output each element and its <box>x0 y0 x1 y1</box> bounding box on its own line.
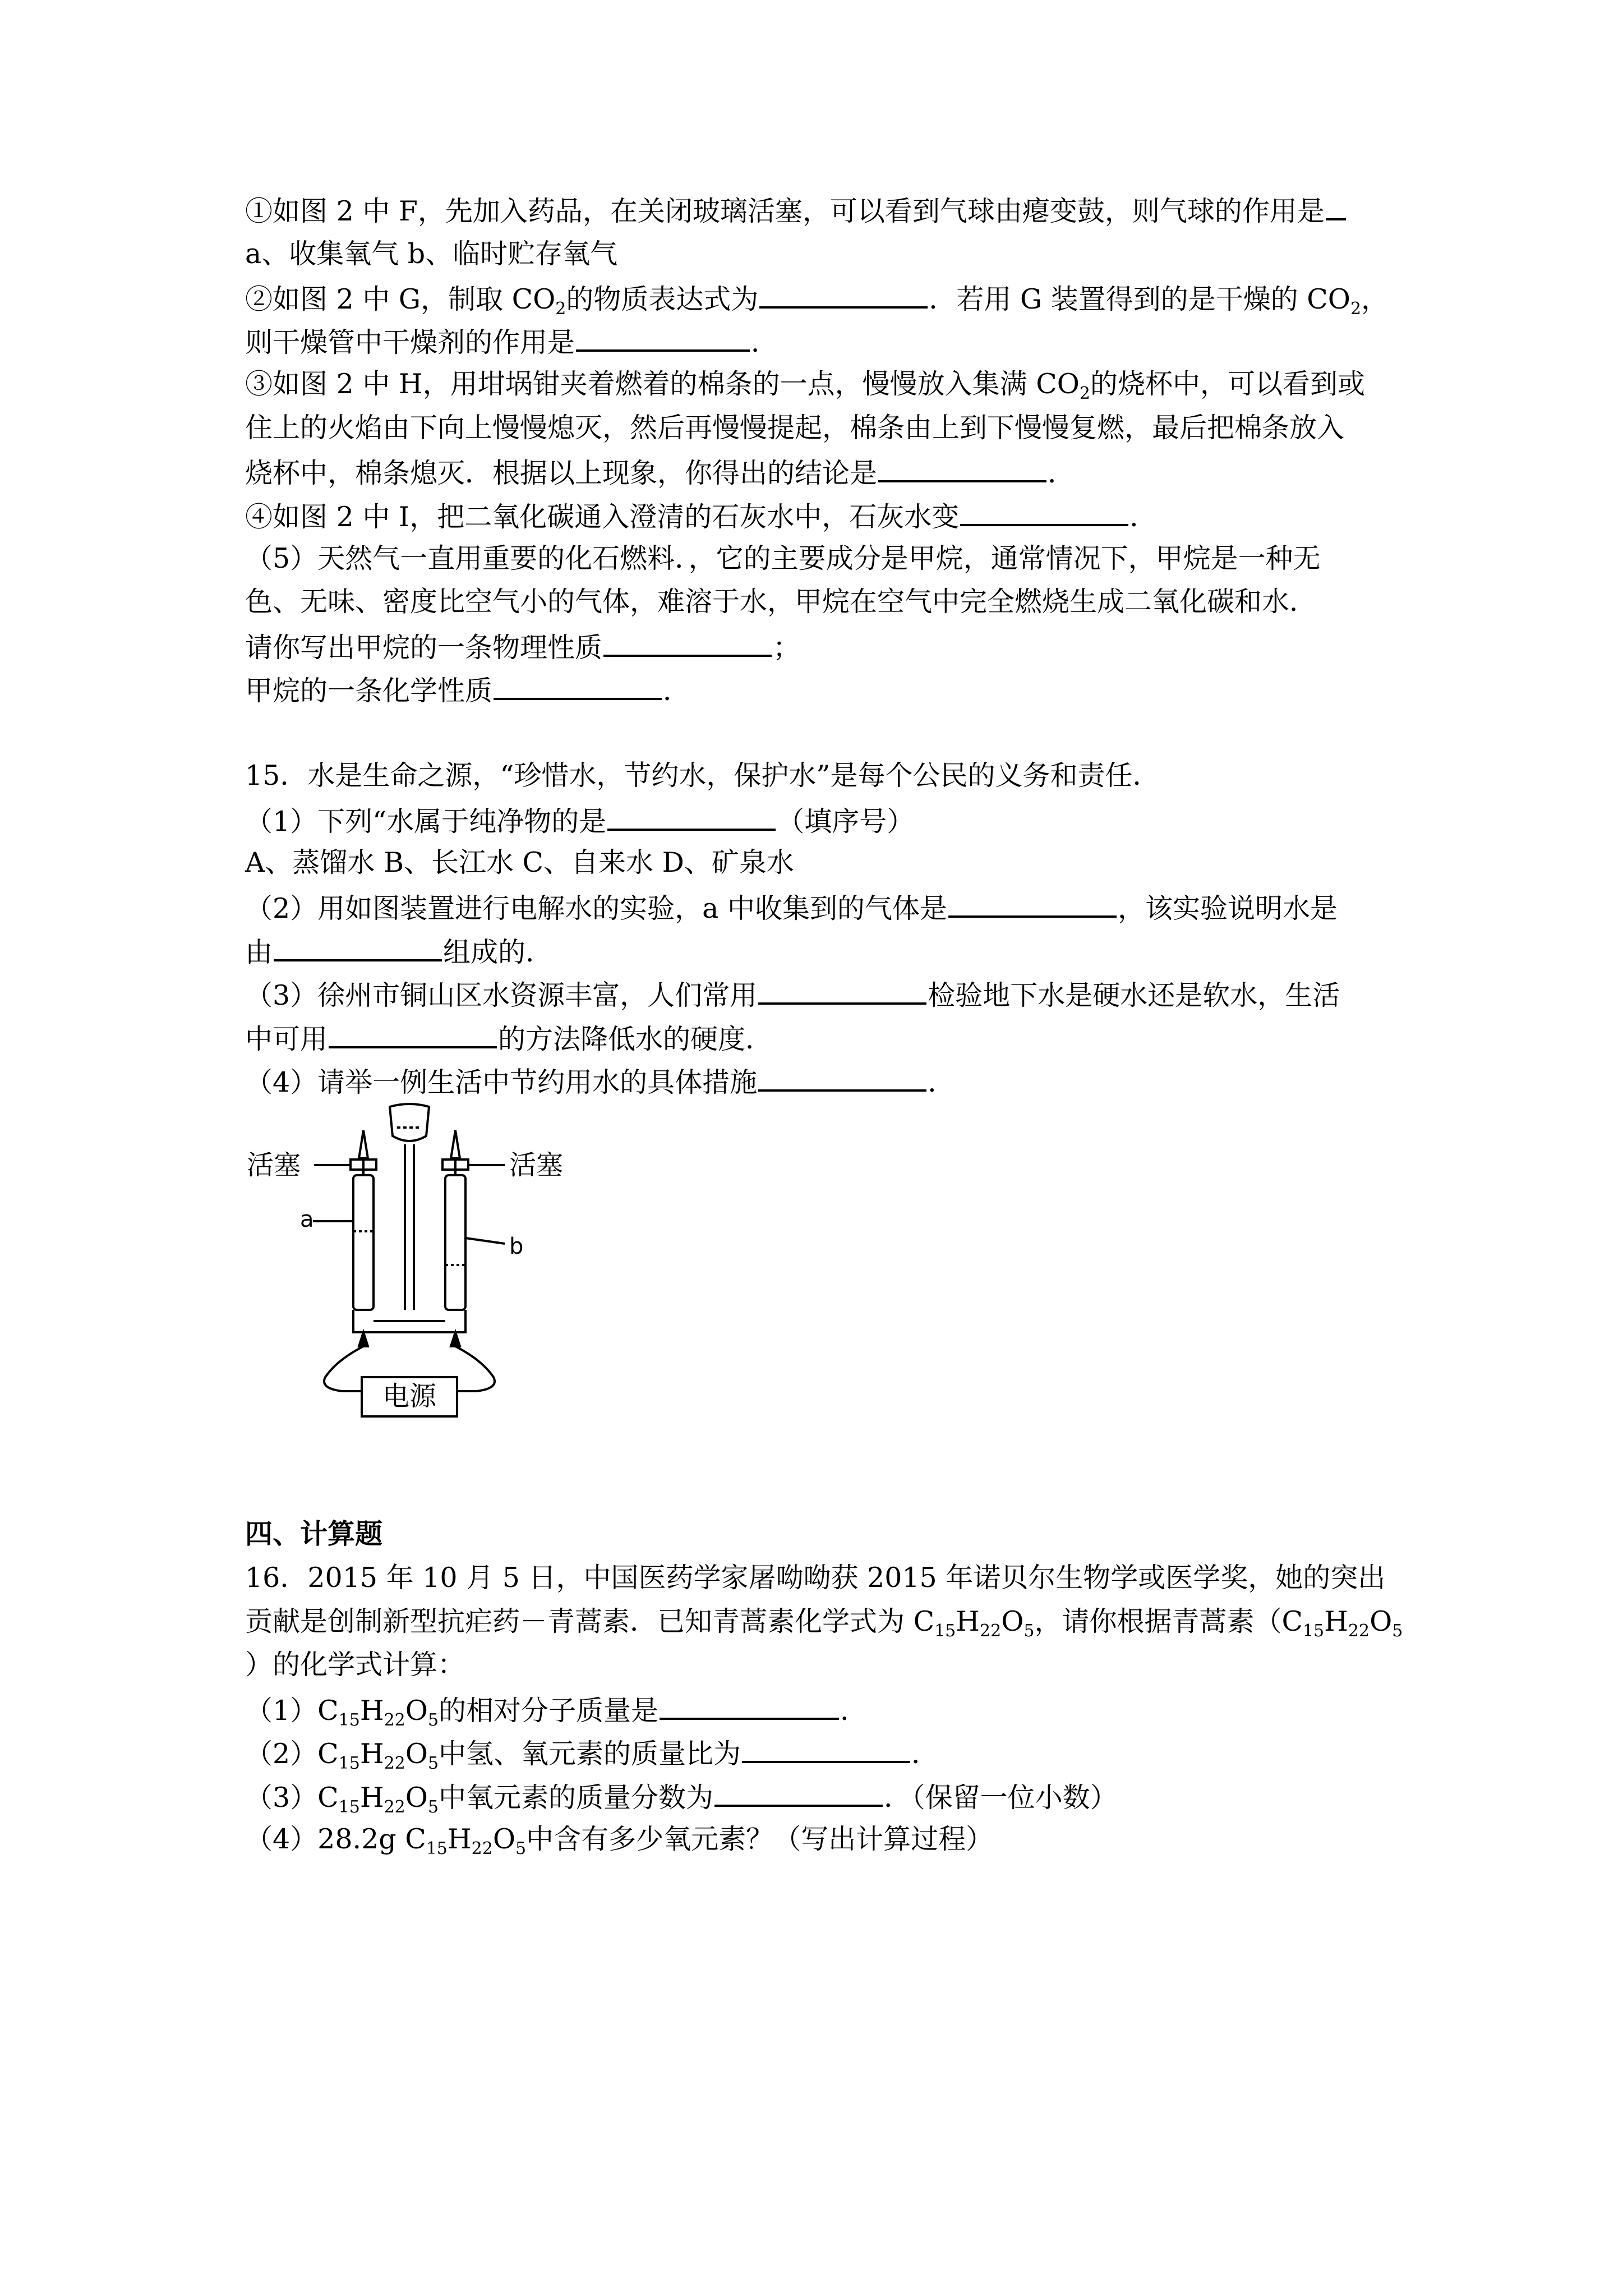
q14-line-6: 住上的火焰由下向上慢慢熄灭，然后再慢慢提起，棉条由上到下慢慢复燃，最后把棉条放入 <box>245 412 1345 444</box>
answer-blank[interactable] <box>576 324 750 352</box>
q14-line-5: ③如图 2 中 H，用坩埚钳夹着燃着的棉条的一点，慢慢放入集满 $CO_2$的烧杯中，可以看到或 <box>245 368 1365 403</box>
reservoir-bulb <box>390 1104 429 1141</box>
q14-line-7: 烧杯中，棉条熄灭．根据以上现象，你得出的结论是 ． <box>245 454 1075 490</box>
q14-line-8: ④如图 2 中 I，把二氧化碳通入澄清的石灰水中，石灰水变 ． <box>245 498 1157 534</box>
tube-a <box>353 1175 374 1310</box>
electrolysis-apparatus-figure <box>241 1097 578 1444</box>
q15-options: A、蒸馏水 B、长江水 C、自来水 D、矿泉水 <box>245 846 794 878</box>
q15-title: 15．水是生命之源，“珍惜水，节约水，保护水”是每个公民的义务和责任． <box>245 760 1160 792</box>
stopcock-left-label: 活塞 <box>247 1149 301 1181</box>
label-b: b <box>509 1234 524 1259</box>
answer-blank[interactable] <box>603 629 772 657</box>
q15-part-3: （3）徐州市铜山区水资源丰富，人们常用 检验地下水是硬水还是软水，生活 <box>245 977 1340 1013</box>
q16-part-1: $(1)C_{15}H_{22}O_5$的相对分子质量是 ． <box>245 1692 868 1737</box>
q14-line-11: 请你写出甲烷的一条物理性质 ； <box>245 629 800 665</box>
answer-blank[interactable] <box>948 890 1117 918</box>
answer-blank[interactable] <box>329 1020 497 1048</box>
answer-blank[interactable] <box>274 933 442 961</box>
answer-blank[interactable] <box>607 803 776 831</box>
q16-line-3: ）的化学式计算： <box>245 1649 465 1681</box>
q16-part-4: （4）28.2g $C_{15}H_{22}O_5$中含有多少氧元素？（写出计算过程） <box>245 1823 994 1858</box>
q15-part-2-cont: 由 组成的． <box>245 933 553 969</box>
label-a: a <box>300 1207 314 1232</box>
q16-part-3: $(3)C_{15}H_{22}O_5$中氧元素的质量分数为 ．（保留一位小数） <box>245 1779 1118 1824</box>
q14-line-2: a、收集氧气 b、临时贮存氧气 <box>245 238 618 270</box>
answer-blank[interactable] <box>758 1064 926 1092</box>
q15-part-4: （4）请举一例生活中节约用水的具体措施 ． <box>245 1064 955 1099</box>
answer-blank[interactable] <box>742 1735 910 1763</box>
q16-line-2: 贡献是创制新型抗疟药－青蒿素．已知青蒿素化学式为 $C_{15}H_{22}O_5$，请你根据青蒿素（$C_{15}H_{22}O_5$ <box>245 1605 1403 1641</box>
q14-line-4: 则干燥管中干燥剂的作用是 ． <box>245 324 778 360</box>
q14-line-3: ②如图 2 中 G，制取 $CO_2$的物质表达式为 ．若用 G 装置得到的是干燥的 $CO_2$， <box>245 280 1389 326</box>
answer-blank[interactable] <box>714 1779 883 1807</box>
section-heading: 四、计算题 <box>245 1518 383 1550</box>
q15-part-3-cont: 中可用 的方法降低水的硬度． <box>245 1020 773 1056</box>
answer-blank[interactable] <box>960 498 1128 526</box>
answer-blank[interactable] <box>758 977 926 1005</box>
q14-line-12: 甲烷的一条化学性质 ． <box>245 672 690 708</box>
tube-b <box>445 1175 465 1310</box>
answer-blank[interactable] <box>660 1692 839 1720</box>
q14-line-10: 色、无味、密度比空气小的气体，难溶于水，甲烷在空气中完全燃烧生成二氧化碳和水． <box>245 586 1317 618</box>
q14-line-9: （5）天然气一直用重要的化石燃料．，它的主要成分是甲烷，通常情况下，甲烷是一种无 <box>245 542 1321 574</box>
q15-part-2: （2）用如图装置进行电解水的实验，a 中收集到的气体是 ，该实验说明水是 <box>245 890 1338 926</box>
q16-part-2: $(2)C_{15}H_{22}O_5$中氢、氧元素的质量比为 ． <box>245 1735 939 1780</box>
q16-line-1: 16．2015 年 10 月 5 日，中国医药学家屠呦呦获 2015 年诺贝尔生物学或医学奖，她的突出 <box>245 1562 1386 1594</box>
answer-blank[interactable] <box>878 454 1046 482</box>
answer-blank[interactable] <box>1326 192 1346 220</box>
q14-line-1: ①如图 2 中 F，先加入药品，在关闭玻璃活塞，可以看到气球由瘪变鼓，则气球的作用是 <box>245 192 1347 228</box>
power-label: 电源 <box>382 1381 437 1412</box>
stopcock-right-label: 活塞 <box>509 1149 564 1181</box>
q15-part-1: （1）下列“水属于纯净物的是 （填序号） <box>245 803 914 839</box>
answer-blank[interactable] <box>759 280 928 309</box>
answer-blank[interactable] <box>494 672 662 700</box>
electrolysis-diagram <box>241 1097 578 1444</box>
